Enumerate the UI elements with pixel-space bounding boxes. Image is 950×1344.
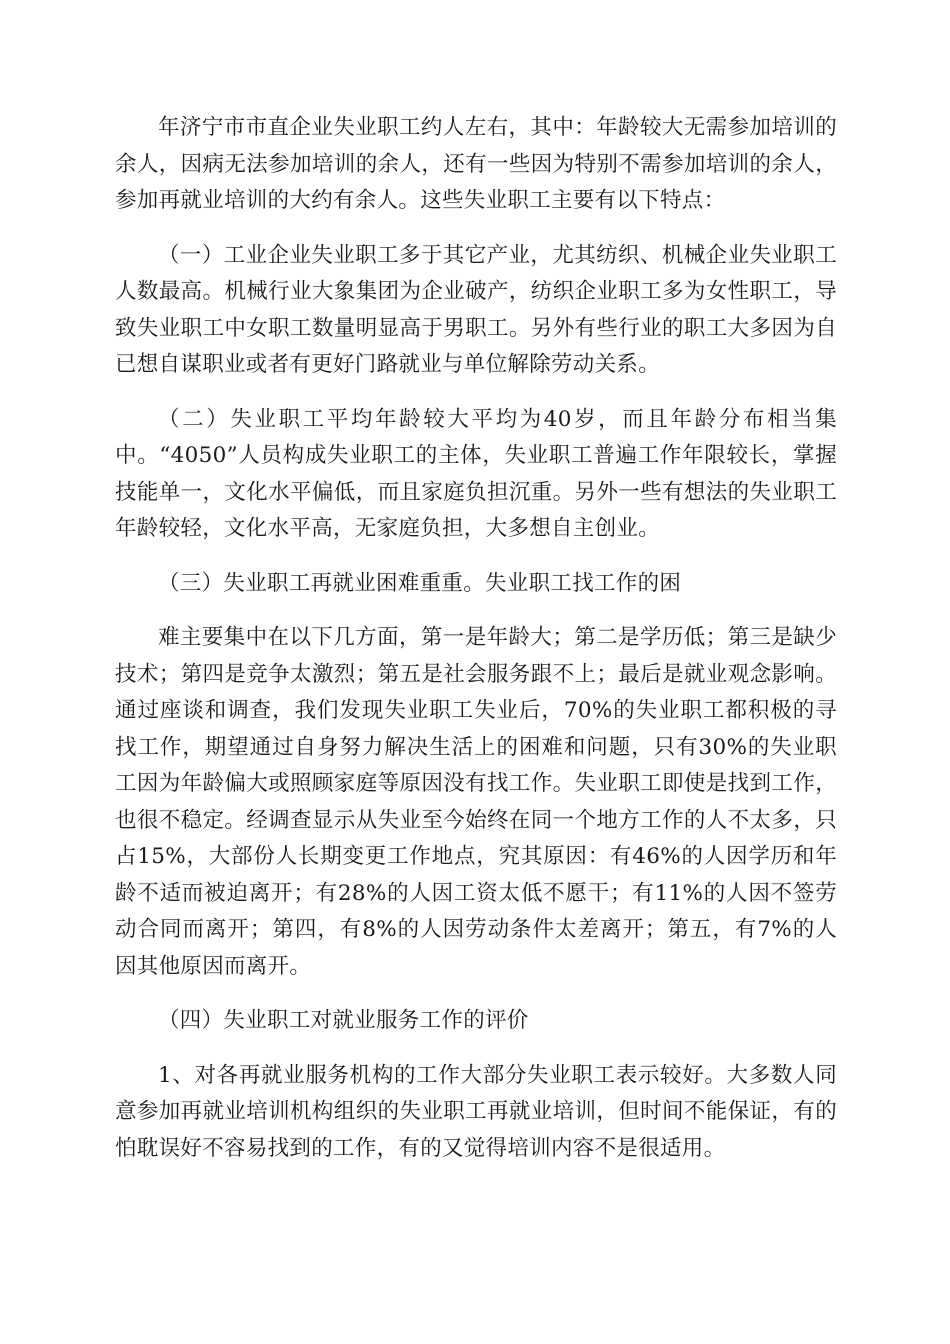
document-body <box>115 110 837 1185</box>
paragraph-point-3-heading: （三）失业职工再就业困难重重。失业职工找工作的困 <box>158 570 682 596</box>
paragraph-point-4-heading: （四）失业职工对就业服务工作的评价 <box>158 1008 529 1033</box>
paragraph-point-1: （一）工业企业失业职工多于其它产业，尤其纺织、机械企业失业职工人数最高。机械行业大象集团为企业破产，纺织企业职工多为女性职工，导致失业职工中女职工数量明显高于男职工。另外有些行业的职工大多因为自已想自谋职业或者有更好门路就业与单位解除劳动关系。 <box>115 242 837 377</box>
paragraph-point-3-body: 难主要集中在以下几方面，第一是年龄大；第二是学历低；第三是缺少技术；第四是竞争太激烈；第五是社会服务跟不上；最后是就业观念影响。通过座谈和调查，我们发现失业职工失业后，70%的失业职工都积极的寻找工作，期望通过自身努力解决生活上的困难和问题，只有30%的失业职工因为年龄偏大或照顾家庭等原因没有找工作。失业职工即使是找到工作，也很不稳定。经调查显示从失业至今始终在同一个地方工作的人不太多，只占15%，大部份人长期变更工作地点，究其原因：有46%的人因学历和年龄不适而被迫离开；有28%的人因工资太低不愿干；有11%的人因不签劳动合同而离开；第四，有8%的人因劳动条件太差离开；第五，有7%的人因其他原因而离开。 <box>115 625 837 979</box>
paragraph-point-2: （二）失业职工平均年龄较大平均为40岁，而且年龄分布相当集中。“4050”人员构成失业职工的主体，失业职工普遍工作年限较长，掌握技能单一，文化水平偏低，而且家庭负担沉重。另外一些有想法的失业职工年龄较轻，文化水平高，无家庭负担，大多想自主创业。 <box>115 406 837 541</box>
paragraph-intro: 年济宁市市直企业失业职工约人左右，其中：年龄较大无需参加培训的余人，因病无法参加培训的余人，还有一些因为特别不需参加培训的余人，参加再就业培训的大约有余人。这些失业职工主要有以下特点： <box>115 115 837 213</box>
paragraph-evaluation-1: 1、对各再就业服务机构的工作大部分失业职工表示较好。大多数人同意参加再就业培训机构组织的失业职工再就业培训，但时间不能保证，有的怕耽误好不容易找到的工作，有的又觉得培训内容不是很适用。 <box>115 1062 837 1161</box>
